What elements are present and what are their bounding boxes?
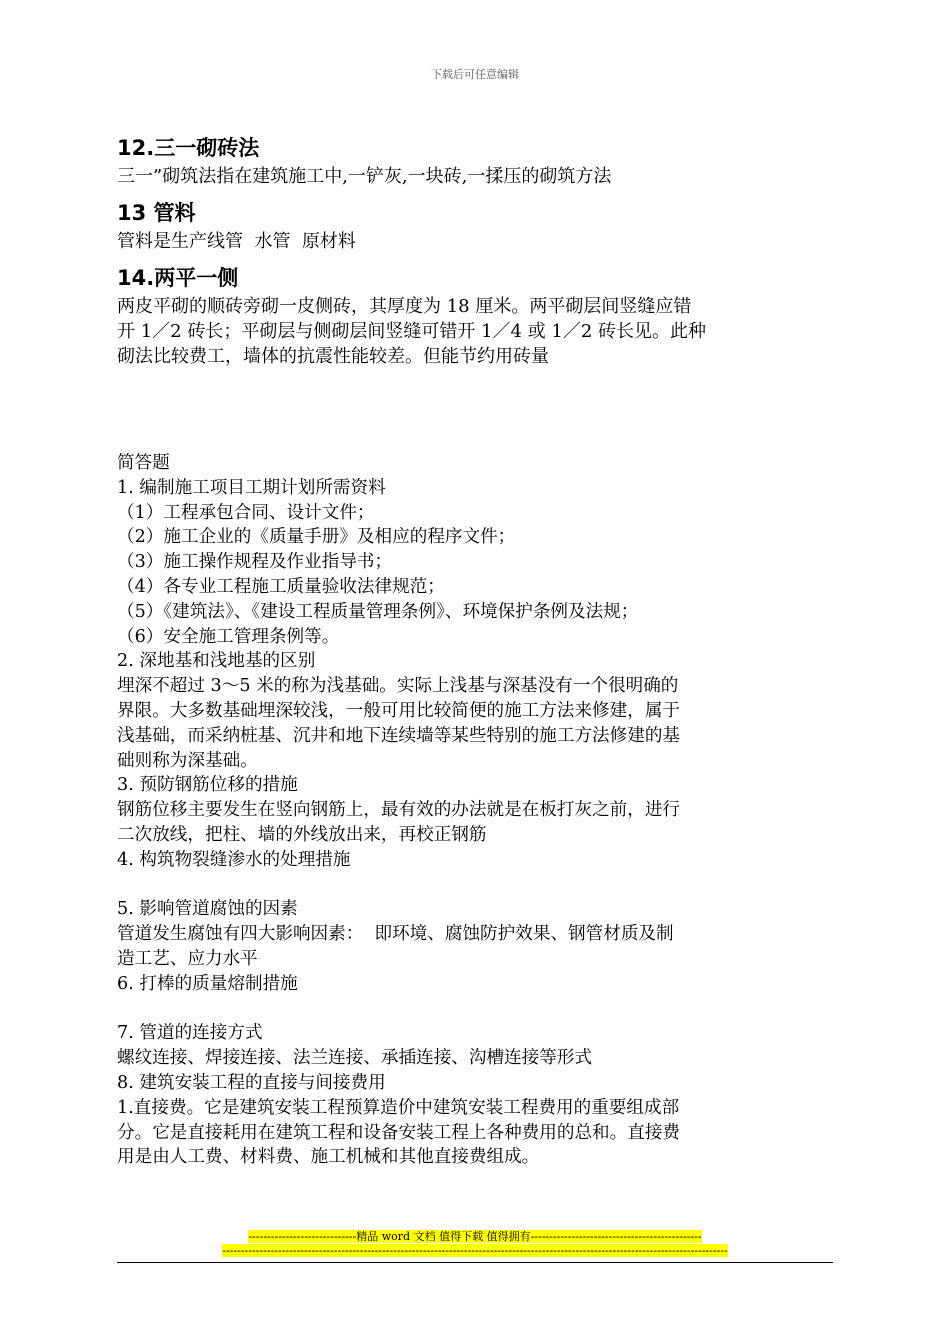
short-answer-line: 3. 预防钢筋位移的措施 (117, 775, 298, 796)
short-answer-line: 管道发生腐蚀有四大影响因素： 即环境、腐蚀防护效果、钢管材质及制 (117, 924, 674, 945)
footer-banner (0, 1230, 950, 1244)
short-answer-title: 简答题 (117, 453, 170, 473)
short-answer-line: 6. 打棒的质量熔制措施 (117, 973, 298, 994)
footer-rule (117, 1262, 833, 1263)
short-answer-line: 造工艺、应力水平 (117, 948, 258, 969)
section-heading: 13 管料 (117, 201, 196, 225)
short-answer-line: 4. 构筑物裂缝渗水的处理措施 (117, 849, 351, 870)
short-answer-line: 5. 影响管道腐蚀的因素 (117, 899, 298, 920)
short-answer-line: 二次放线，把柱、墙的外线放出来，再校正钢筋 (117, 824, 487, 845)
short-answer-line: 1. 编制施工项目工期计划所需资料 (117, 477, 386, 498)
short-answer-line: 7. 管道的连接方式 (117, 1023, 263, 1044)
section-heading: 12.三一砌砖法 (117, 136, 260, 160)
blank-line (117, 873, 837, 898)
short-answer-line: 分。它是直接耗用在建筑工程和设备安装工程上各种费用的总和。直接费 (117, 1122, 681, 1143)
short-answer-line: （3）施工操作规程及作业指导书； (117, 552, 393, 573)
short-answer-line: 用是由人工费、材料费、施工机械和其他直接费组成。 (117, 1147, 540, 1168)
short-answer-section (117, 451, 837, 1170)
short-answer-line: 钢筋位移主要发生在竖向钢筋上，最有效的办法就是在板打灰之前，进行 (117, 800, 681, 821)
section-paragraph-line: 砌法比较费工，墙体的抗震性能较差。但能节约用砖量 (117, 346, 549, 367)
short-answer-line: 螺纹连接、焊接连接、法兰连接、承插连接、沟槽连接等形式 (117, 1048, 593, 1069)
section-paragraph: 三一”砌筑法指在建筑施工中,一铲灰,一块砖,一揉压的砌筑方法 (117, 166, 612, 187)
short-answer-line: 埋深不超过 3～5 米的称为浅基础。实际上浅基与深基没有一个很明确的 (117, 676, 679, 697)
footer-banner-dashes (0, 1244, 950, 1258)
section-heading: 14.两平一侧 (117, 266, 239, 290)
short-answer-lines (117, 476, 837, 1170)
short-answer-line: 8. 建筑安装工程的直接与间接费用 (117, 1072, 386, 1093)
section-paragraph-line: 开 1／2 砖长；平砌层与侧砌层间竖缝可错开 1／4 或 1／2 砖长见。此种 (117, 321, 707, 342)
short-answer-line: （6）安全施工管理条例等。 (117, 626, 340, 647)
section-paragraph-line: 两皮平砌的顺砖旁砌一皮侧砖，其厚度为 18 厘米。两平砌层间竖缝应错 (117, 296, 692, 317)
document-body (117, 132, 837, 1170)
footer-banner-dashes-text: ---------------------------------------------------------------------------------------------------------------------------------------- (222, 1244, 728, 1257)
short-answer-line: 础则称为深基础。 (117, 750, 258, 771)
footer-banner-text: -----------------------------精品 word 文档 值得下载 值得拥有---------------------------------------------- (248, 1230, 702, 1243)
section-paragraph: 管料是生产线管 水管 原材料 (117, 231, 356, 252)
short-answer-line: （5）《建筑法》、《建设工程质量管理条例》、环境保护条例及法规； (117, 601, 639, 622)
page-header: 下载后可任意编辑 (431, 68, 519, 81)
short-answer-line: （4）各专业工程施工质量验收法律规范； (117, 576, 445, 597)
short-answer-line: 1.直接费。它是建筑安装工程预算造价中建筑安装工程费用的重要组成部 (117, 1097, 680, 1118)
blank-line (117, 997, 837, 1022)
short-answer-line: 浅基础，而采纳桩基、沉井和地下连续墙等某些特别的施工方法修建的基 (117, 725, 681, 746)
short-answer-line: （2）施工企业的《质量手册》及相应的程序文件； (117, 527, 516, 548)
short-answer-line: （1）工程承包合同、设计文件； (117, 502, 375, 523)
short-answer-line: 界限。大多数基础埋深较浅，一般可用比较简便的施工方法来修建，属于 (117, 700, 681, 721)
short-answer-line: 2. 深地基和浅地基的区别 (117, 651, 316, 672)
